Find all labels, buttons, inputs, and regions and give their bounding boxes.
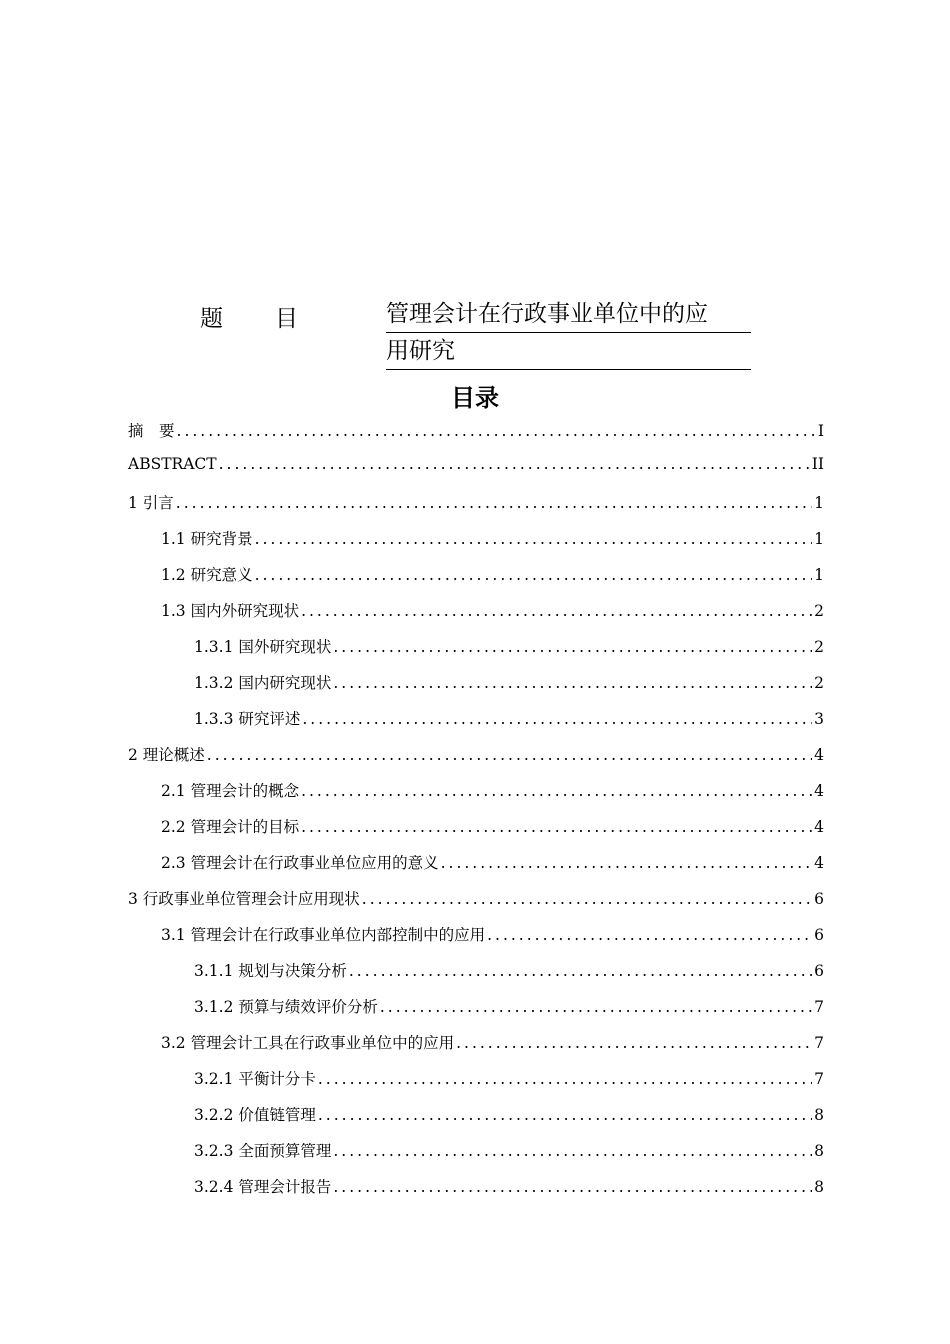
toc-dot-leader	[301, 602, 812, 620]
toc-entry-label: 1.1 研究背景	[161, 530, 253, 548]
toc-entry-label: 3.1.2 预算与绩效评价分析	[194, 998, 378, 1016]
toc-entry-page: 1	[814, 566, 824, 584]
toc-entry-label: 3.2.1 平衡计分卡	[194, 1070, 316, 1088]
toc-entry-page: 2	[814, 602, 824, 620]
toc-entry-page: 7	[814, 1070, 824, 1088]
toc-entry-label: 摘 要	[128, 422, 175, 440]
toc-entry[interactable]	[128, 815, 824, 851]
toc-entry[interactable]	[128, 1175, 824, 1211]
title-label	[200, 300, 298, 333]
toc-entry-page: 3	[814, 710, 824, 728]
toc-entry-page: 8	[814, 1106, 824, 1124]
toc-entry-page: 2	[814, 638, 824, 656]
toc-entry-page: 1	[814, 530, 824, 548]
table-of-contents	[128, 419, 824, 1211]
toc-dot-leader	[219, 455, 810, 473]
toc-dot-leader	[441, 854, 813, 872]
toc-entry-page: 4	[814, 782, 824, 800]
toc-dot-leader	[301, 818, 812, 836]
toc-entry-label: 2.3 管理会计在行政事业单位应用的意义	[161, 854, 439, 872]
thesis-title-line-1: 管理会计在行政事业单位中的应	[386, 296, 751, 333]
toc-dot-leader	[318, 1070, 812, 1088]
toc-dot-leader	[380, 998, 812, 1016]
toc-entry[interactable]	[128, 599, 824, 635]
toc-entry[interactable]	[128, 707, 824, 743]
toc-entry-label: 2 理论概述	[128, 746, 205, 764]
toc-entry-label: 3.2.4 管理会计报告	[194, 1178, 332, 1196]
toc-entry[interactable]	[128, 455, 824, 491]
toc-entry[interactable]	[128, 1139, 824, 1175]
toc-dot-leader	[362, 890, 812, 908]
toc-entry-page: 4	[814, 746, 824, 764]
toc-entry-label: ABSTRACT	[128, 455, 217, 473]
toc-entry-page: 1	[814, 494, 824, 512]
toc-entry-page: 6	[814, 962, 824, 980]
toc-dot-leader	[456, 1034, 812, 1052]
toc-entry[interactable]	[128, 1031, 824, 1067]
toc-dot-leader	[207, 746, 812, 764]
toc-dot-leader	[176, 494, 812, 512]
toc-entry[interactable]	[128, 419, 824, 455]
toc-dot-leader	[255, 530, 813, 548]
toc-dot-leader	[301, 782, 812, 800]
toc-entry-label: 1.3.1 国外研究现状	[194, 638, 332, 656]
toc-entry-page: 4	[814, 818, 824, 836]
toc-entry-label: 1.3.3 研究评述	[194, 710, 301, 728]
toc-entry-page: 7	[814, 1034, 824, 1052]
toc-entry-label: 1.3 国内外研究现状	[161, 602, 300, 620]
toc-entry[interactable]	[128, 671, 824, 707]
toc-entry[interactable]	[128, 1103, 824, 1139]
toc-entry[interactable]	[128, 851, 824, 887]
toc-entry-page: 7	[814, 998, 824, 1016]
toc-entry[interactable]	[128, 959, 824, 995]
thesis-title-line-2: 用研究	[386, 333, 751, 370]
toc-dot-leader	[302, 710, 812, 728]
toc-dot-leader	[333, 1178, 812, 1196]
toc-entry[interactable]	[128, 527, 824, 563]
toc-entry-label: 3.2.3 全面预算管理	[194, 1142, 332, 1160]
toc-entry-page: 6	[814, 890, 824, 908]
toc-entry-page: 8	[814, 1178, 824, 1196]
toc-dot-leader	[255, 566, 813, 584]
title-label-char-1: 题	[200, 306, 223, 332]
toc-entry[interactable]	[128, 563, 824, 599]
toc-entry-label: 1.3.2 国内研究现状	[194, 674, 332, 692]
toc-entry-label: 3.1.1 规划与决策分析	[194, 962, 347, 980]
toc-entry[interactable]	[128, 779, 824, 815]
toc-entry-label: 2.1 管理会计的概念	[161, 782, 300, 800]
toc-entry-label: 3.2 管理会计工具在行政事业单位中的应用	[161, 1034, 455, 1052]
thesis-title	[386, 296, 751, 370]
toc-entry-label: 3.2.2 价值链管理	[194, 1106, 316, 1124]
toc-entry[interactable]	[128, 887, 824, 923]
toc-dot-leader	[333, 638, 812, 656]
toc-entry[interactable]	[128, 635, 824, 671]
toc-dot-leader	[318, 1106, 812, 1124]
toc-entry[interactable]	[128, 1067, 824, 1103]
toc-entry-page: II	[811, 455, 824, 473]
toc-entry-page: 6	[814, 926, 824, 944]
toc-entry[interactable]	[128, 923, 824, 959]
toc-entry-label: 3.1 管理会计在行政事业单位内部控制中的应用	[161, 926, 486, 944]
toc-entry-page: 8	[814, 1142, 824, 1160]
toc-entry[interactable]	[128, 491, 824, 527]
toc-entry-page: 4	[814, 854, 824, 872]
title-label-char-2: 目	[275, 306, 298, 332]
toc-entry-label: 2.2 管理会计的目标	[161, 818, 300, 836]
toc-dot-leader	[177, 422, 816, 440]
toc-entry-page: I	[817, 422, 824, 440]
toc-dot-leader	[333, 674, 812, 692]
toc-dot-leader	[487, 926, 812, 944]
toc-entry[interactable]	[128, 743, 824, 779]
toc-entry-label: 1.2 研究意义	[161, 566, 253, 584]
toc-entry-label: 3 行政事业单位管理会计应用现状	[128, 890, 360, 908]
toc-entry[interactable]	[128, 995, 824, 1031]
toc-entry-label: 1 引言	[128, 494, 174, 512]
toc-heading: 目录	[451, 384, 499, 412]
toc-dot-leader	[333, 1142, 812, 1160]
toc-dot-leader	[349, 962, 812, 980]
toc-entry-page: 2	[814, 674, 824, 692]
